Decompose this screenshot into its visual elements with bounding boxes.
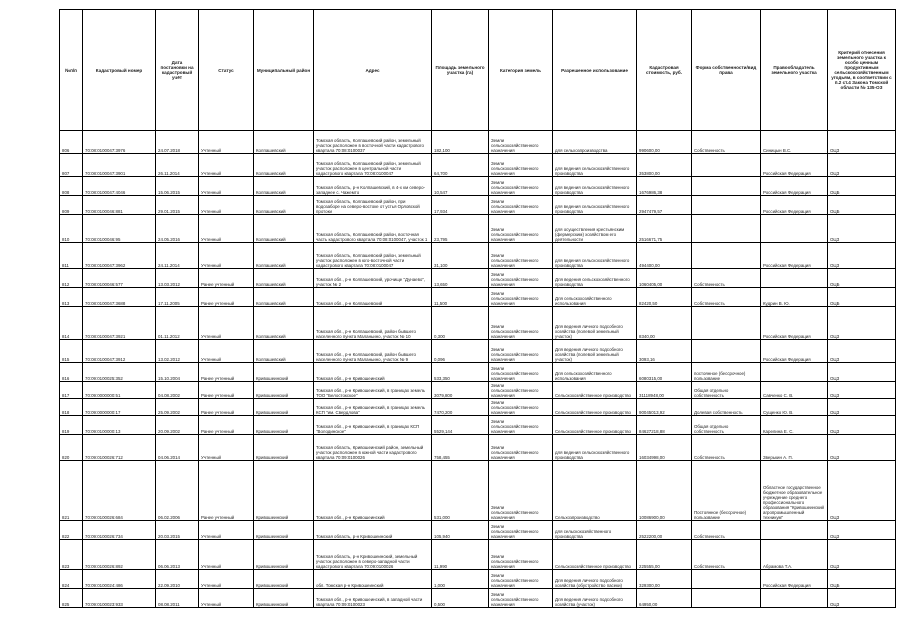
cell-address: Томская область, р-н Колпашевский, в 4-х км северо-западнее с. Чажемто (314, 177, 432, 196)
cell-owner: Синицын В.С. (761, 131, 828, 154)
cell-address: Томская область, Колпашевский район, восточная часть кадастрового квартала 70:08:0100047, участок 1 (314, 215, 432, 243)
cell-land-category: Земли сельскохозяйственного назначения (489, 269, 553, 288)
cell-cadastral-number: 70:09:0100026:684 (83, 461, 156, 521)
cell-cadastral-value: 6080315,00 (637, 363, 692, 382)
cell-area: 23,795 (432, 215, 489, 243)
cell-index: 813 (60, 288, 83, 307)
cell-criterion: ОЦЗ (828, 307, 896, 340)
cell-criterion: ОЦБ (828, 288, 896, 307)
cell-index: 822 (60, 521, 83, 540)
cell-land-category: Земли сельскохозяйственного назначения (489, 540, 553, 570)
cell-ownership-form: Собственность (692, 269, 761, 288)
cell-registration-date: 24.07.2018 (156, 131, 199, 154)
cell-district: Кривошеинский (254, 416, 314, 435)
cell-cadastral-value: 2947479,57 (637, 196, 692, 215)
cell-area: 7470,200 (432, 399, 489, 416)
table-row (60, 570, 896, 589)
cell-address: Томская обл., р-н Кривошеинский, в границах земель КСП "им. Свердлова" (314, 399, 432, 416)
cell-address: Томская обл., р-н Кривошеинский, в границах КСП "Володинское" (314, 416, 432, 435)
cell-cadastral-value: 1060405,00 (637, 269, 692, 288)
cell-criterion: ОЦБ (828, 196, 896, 215)
cell-owner: Российская Федерация (761, 196, 828, 215)
cell-land-category: Земли сельскохозяйственного назначения (489, 177, 553, 196)
cell-area: 531,000 (432, 461, 489, 521)
cell-permitted-use: Сельхозпроизводство (553, 461, 637, 521)
cell-status: Учтенный (199, 570, 254, 589)
cell-cadastral-number: 70:09:0000000:17 (83, 399, 156, 416)
cell-permitted-use: Сельскохозяйственное производство (553, 416, 637, 435)
cell-permitted-use: Сельскохозяйственное производство (553, 540, 637, 570)
cell-owner: Карелина Е. С. (761, 416, 828, 435)
cell-owner: Российская Федерация (761, 243, 828, 269)
cell-registration-date: 08.08.2011 (156, 589, 199, 608)
cell-status: Ранее учтенный (199, 363, 254, 382)
cell-index: 824 (60, 570, 83, 589)
cell-district: Колпашевский (254, 196, 314, 215)
cell-index: 817 (60, 382, 83, 399)
cell-status: Учтенный (199, 154, 254, 177)
cell-owner (761, 363, 828, 382)
cell-owner (761, 589, 828, 608)
cell-registration-date: 15.06.2015 (156, 177, 199, 196)
cell-criterion: ОЦЗ (828, 382, 896, 399)
cell-index: 815 (60, 340, 83, 363)
cell-cadastral-number: 70:08:0100047:3688 (83, 288, 156, 307)
cell-address: Томская обл., р-н Кривошеинский (314, 461, 432, 521)
header-land-category: Категория земель (489, 10, 553, 131)
cell-land-category: Земли сельскохозяйственного назначения (489, 340, 553, 363)
cell-registration-date: 22.09.2010 (156, 570, 199, 589)
cell-index: 814 (60, 307, 83, 340)
cell-area: 3079,800 (432, 382, 489, 399)
cell-land-category: Земли сельскохозяйственного назначения (489, 435, 553, 461)
cell-registration-date: 15.10.2004 (156, 363, 199, 382)
cell-status: Ранее учтенный (199, 461, 254, 521)
cell-index: 809 (60, 196, 83, 215)
cell-area: 105,940 (432, 521, 489, 540)
cell-address: Томская область, р-н Кривошеинский (314, 521, 432, 540)
cell-index: 806 (60, 131, 83, 154)
cell-status: Ранее учтенный (199, 288, 254, 307)
cell-index: 812 (60, 269, 83, 288)
cell-status: Ранее учтенный (199, 269, 254, 288)
cell-status: Учтенный (199, 521, 254, 540)
cell-owner: Российская Федерация (761, 307, 828, 340)
cell-registration-date: 06.06.2013 (156, 540, 199, 570)
cell-criterion: ОЦЗ (828, 461, 896, 521)
cell-index: 808 (60, 177, 83, 196)
cell-ownership-form: Общая отдельно собственность (692, 382, 761, 399)
cell-land-category: Земли сельскохозяйственного назначения (489, 570, 553, 589)
cell-district: Колпашевский (254, 269, 314, 288)
cell-registration-date: 24.11.2014 (156, 243, 199, 269)
cell-registration-date: 06.02.2006 (156, 461, 199, 521)
cell-land-category: Земли сельскохозяйственного назначения (489, 154, 553, 177)
cell-index: 819 (60, 416, 83, 435)
cell-owner: Савченко С. В. (761, 382, 828, 399)
cell-permitted-use: Для ведения личного подсобного хозяйства (участок) (553, 589, 637, 608)
cell-land-category: Земли сельскохозяйственного назначения (489, 521, 553, 540)
cell-registration-date: 20.09.2002 (156, 416, 199, 435)
cell-criterion: ОЦБ (828, 177, 896, 196)
cell-area: 17,934 (432, 196, 489, 215)
cell-address: Томская область, Колпашевский район, земельный участок расположен в восточной части кадастрового квартала 70:08:0100037 (314, 131, 432, 154)
table-row (60, 382, 896, 399)
cell-ownership-form (692, 243, 761, 269)
cell-status: Учтенный (199, 307, 254, 340)
cell-status: Учтенный (199, 589, 254, 608)
cell-permitted-use: Сельскохозяйственное производство (553, 382, 637, 399)
table-row (60, 269, 896, 288)
cell-area: 13,650 (432, 269, 489, 288)
cell-cadastral-value: 2522200,00 (637, 521, 692, 540)
cell-cadastral-number: 70:08:0100047:3912 (83, 340, 156, 363)
cell-permitted-use: Для сельскохозяйственного использования (553, 363, 637, 382)
cell-permitted-use: для сельскохозяйственного производства (553, 521, 637, 540)
cell-registration-date: 13.03.2012 (156, 269, 199, 288)
cell-cadastral-number: 70:09:0100026:734 (83, 521, 156, 540)
cell-area: 533,350 (432, 363, 489, 382)
cell-land-category: Земли сельскохозяйственного назначения (489, 215, 553, 243)
cell-land-category: Земли сельскохозяйственного назначения (489, 131, 553, 154)
cell-ownership-form: Долевая собственность (692, 399, 761, 416)
cell-criterion: ОЦЗ (828, 154, 896, 177)
cell-owner: Зверькин А. П. (761, 435, 828, 461)
table-row (60, 154, 896, 177)
cell-cadastral-value: 8340,00 (637, 307, 692, 340)
cell-area: 1,000 (432, 570, 489, 589)
table-row (60, 540, 896, 570)
cell-status: Учтенный (199, 540, 254, 570)
cell-criterion: ОЦЗ (828, 340, 896, 363)
cell-area: 182,100 (432, 131, 489, 154)
cell-owner: Российская Федерация (761, 154, 828, 177)
cell-address: Томская обл., р-н Колпашевский, район бывшего населенного пункта Маланьино, участок № 10 (314, 307, 432, 340)
cell-permitted-use: Для ведения личного подсобного хозяйства (полевой земельный участок) (553, 340, 637, 363)
cell-criterion: ОЦБ (828, 570, 896, 589)
cell-criterion: ОЦЗ (828, 540, 896, 570)
table-row (60, 363, 896, 382)
cell-ownership-form: постоянное (бессрочное) пользование (692, 363, 761, 382)
cell-district: Кривошеинский (254, 589, 314, 608)
cell-permitted-use: Для ведения личного подсобного хозяйства (обустройство пасеки) (553, 570, 637, 589)
cell-area: 11,500 (432, 288, 489, 307)
header-status: Статус (199, 10, 254, 131)
cell-district: Кривошеинский (254, 570, 314, 589)
header-owner: Правообладатель земельного участка (761, 10, 828, 131)
cell-district: Колпашевский (254, 288, 314, 307)
cell-land-category: Земли сельскохозяйственного назначения (489, 196, 553, 215)
cell-address: Томская область, Кривошеинский район, земельный участок расположен в южной части кадастрового квартала 70:09:0100026 (314, 435, 432, 461)
cell-status: Ранее учтенный (199, 399, 254, 416)
cell-district: Колпашевский (254, 131, 314, 154)
cell-permitted-use: Сельскохозяйственное производство (553, 399, 637, 416)
table-row (60, 589, 896, 608)
cell-land-category: Земли сельскохозяйственного назначения (489, 416, 553, 435)
cell-area: 0,300 (432, 307, 489, 340)
cell-status: Учтенный (199, 177, 254, 196)
cell-index: 820 (60, 435, 83, 461)
table-row (60, 243, 896, 269)
cell-area: 10,547 (432, 177, 489, 196)
cell-status: Ранее учтенный (199, 416, 254, 435)
header-cadastral-value: Кадастровая стоимость, руб. (637, 10, 692, 131)
cell-area: 64,700 (432, 154, 489, 177)
cell-status: Учтенный (199, 243, 254, 269)
cell-owner: Кудрин В. Ю. (761, 288, 828, 307)
cell-district: Кривошеинский (254, 382, 314, 399)
cell-cadastral-value: 329300,00 (637, 570, 692, 589)
cell-cadastral-value: 84627218,88 (637, 416, 692, 435)
cell-index: 825 (60, 589, 83, 608)
cell-permitted-use: для ведения сельскохозяйственного производства (553, 177, 637, 196)
cell-district: Кривошеинский (254, 435, 314, 461)
table-row (60, 307, 896, 340)
header-area: Площадь земельного участка (га) (432, 10, 489, 131)
cell-district: Кривошеинский (254, 540, 314, 570)
cell-ownership-form: Постоянное (бессрочное) пользование (692, 461, 761, 521)
cell-address: Томская обл., р-н Кривошеинский (314, 363, 432, 382)
cell-index: 816 (60, 363, 83, 382)
cell-registration-date: 24.05.2016 (156, 215, 199, 243)
cell-address: Томская обл., р-н Кривошеинский, в границах земель ТОО "Белостокское" (314, 382, 432, 399)
cell-status: Учтенный (199, 340, 254, 363)
cell-registration-date: 29.01.2015 (156, 196, 199, 215)
cell-criterion: ОЦЗ (828, 243, 896, 269)
cell-criterion: ОЦЗ (828, 521, 896, 540)
cell-status: Учтенный (199, 215, 254, 243)
cell-cadastral-value: 16034998,00 (637, 435, 692, 461)
cell-registration-date: 13.02.2012 (156, 340, 199, 363)
cell-cadastral-value: 64950,00 (637, 589, 692, 608)
cell-cadastral-value: 2516671,75 (637, 215, 692, 243)
table-row (60, 340, 896, 363)
cell-index: 810 (60, 215, 83, 243)
cell-permitted-use: Для ведения личного подсобного хозяйства (полевой земельный участок) (553, 307, 637, 340)
header-row (60, 10, 896, 131)
cell-cadastral-number: 70:09:0100023:933 (83, 589, 156, 608)
cell-criterion: ОЦЗ (828, 215, 896, 243)
cell-index: 818 (60, 399, 83, 416)
cell-cadastral-number: 70:08:0100046:577 (83, 269, 156, 288)
cell-district: Колпашевский (254, 177, 314, 196)
header-index: №п/п (60, 10, 83, 131)
cell-cadastral-value: 10086900,00 (637, 461, 692, 521)
cell-cadastral-number: 70:08:0100047:4046 (83, 177, 156, 196)
header-criterion: Критерий отнесения земельного участка к особо ценным продуктивным сельскохозяйственным угодьям, в соответствии с п.2 ст.4 Закона Томской области № 135-ОЗ (828, 10, 896, 131)
header-registration-date: Дата постановки на кадастровый учёт (156, 10, 199, 131)
table-row (60, 177, 896, 196)
cell-ownership-form: Собственность (692, 288, 761, 307)
cell-registration-date: 25.09.2002 (156, 399, 199, 416)
cell-address: Томская область, р-н Кривошеинский, земельный участок расположен в северо-западной части кадастрового квартала 70:09:0100026 (314, 540, 432, 570)
cell-status: Учтенный (199, 131, 254, 154)
cell-land-category: Земли сельскохозяйственного назначения (489, 243, 553, 269)
cell-area: 0,500 (432, 589, 489, 608)
cell-ownership-form (692, 215, 761, 243)
cell-permitted-use: для сельхозпроизводства (553, 131, 637, 154)
cell-cadastral-value: 31118948,00 (637, 382, 692, 399)
cell-ownership-form: Собственность (692, 540, 761, 570)
cell-address: Томская обл., р-н Колпашевский (314, 288, 432, 307)
cell-district: Колпашевский (254, 154, 314, 177)
cell-permitted-use: для осуществления крестьянским (фермерским) хозяйством его деятельности (553, 215, 637, 243)
cell-registration-date: 20.03.2015 (156, 521, 199, 540)
cell-permitted-use: для ведения сельскохозяйственного производства (553, 243, 637, 269)
cell-cadastral-number: 70:08:0100047:3976 (83, 131, 156, 154)
cell-cadastral-number: 70:09:0100026:712 (83, 435, 156, 461)
table-row (60, 288, 896, 307)
cell-owner: Областное государственное бюджетное образовательное учреждение среднего профессионального образования "Кривошеинский агропромышленный техникум" (761, 461, 828, 521)
cell-district: Кривошеинский (254, 521, 314, 540)
cell-district: Колпашевский (254, 243, 314, 269)
cell-criterion: ОЦЗ (828, 435, 896, 461)
cell-ownership-form (692, 570, 761, 589)
cell-district: Кривошеинский (254, 461, 314, 521)
cell-ownership-form (692, 154, 761, 177)
table-body (60, 131, 896, 608)
cell-criterion: ОЦЗ (828, 416, 896, 435)
cell-criterion: ОЦЗ (828, 363, 896, 382)
header-cadastral-number: Кадастровый номер (83, 10, 156, 131)
cell-area: 11,990 (432, 540, 489, 570)
cell-cadastral-number: 70:09:0100026:892 (83, 540, 156, 570)
cell-registration-date: 26.11.2014 (156, 154, 199, 177)
land-registry-table (59, 9, 896, 608)
cell-cadastral-value: 494400,00 (637, 243, 692, 269)
table-row (60, 196, 896, 215)
cell-cadastral-number: 70:09:0100000:13 (83, 416, 156, 435)
cell-land-category: Земли сельскохозяйственного назначения (489, 461, 553, 521)
cell-owner (761, 269, 828, 288)
cell-ownership-form: Общая отдельно собственность (692, 416, 761, 435)
cell-cadastral-value: 82420,50 (637, 288, 692, 307)
cell-address: Томская обл., р-н Колпашевский, урочище "Дунаево", участок № 2 (314, 269, 432, 288)
cell-ownership-form (692, 340, 761, 363)
cell-criterion: ОЦЗ (828, 589, 896, 608)
cell-address: Томская обл., р-н Колпашевский, район бывшего населенного пункта Маланьино, участок № 9 (314, 340, 432, 363)
cell-address: Томская область, Колпашевский район, при водозаборе на северо-востоке от устья Орловской протоки (314, 196, 432, 215)
cell-district: Кривошеинский (254, 399, 314, 416)
cell-district: Колпашевский (254, 215, 314, 243)
cell-owner: Российская Федерация (761, 177, 828, 196)
cell-land-category: Земли сельскохозяйственного назначения (489, 399, 553, 416)
cell-owner: Российская Федерация (761, 340, 828, 363)
cell-ownership-form (692, 589, 761, 608)
cell-cadastral-value: 353800,00 (637, 154, 692, 177)
cell-criterion: ОЦЗ (828, 131, 896, 154)
cell-cadastral-number: 70:09:0100024:486 (83, 570, 156, 589)
cell-owner (761, 215, 828, 243)
cell-land-category: Земли сельскохозяйственного назначения (489, 589, 553, 608)
cell-area: 5529,144 (432, 416, 489, 435)
cell-address: Томская область, Колпашевский район, земельный участок расположен в центральной части кадастрового квартала 70:08:0100047 (314, 154, 432, 177)
cell-district: Колпашевский (254, 340, 314, 363)
cell-cadastral-value: 1676986,38 (637, 177, 692, 196)
cell-index: 807 (60, 154, 83, 177)
header-district: Муниципальный район (254, 10, 314, 131)
cell-cadastral-value: 225555,00 (637, 540, 692, 570)
cell-criterion: ОЦБ (828, 269, 896, 288)
cell-cadastral-value: 90045013,92 (637, 399, 692, 416)
cell-cadastral-number: 70:08:0100046:881 (83, 196, 156, 215)
cell-ownership-form: Собственность (692, 131, 761, 154)
cell-address: обл. Томская р-н Кривошеинский (314, 570, 432, 589)
cell-cadastral-number: 70:08:0100047:3901 (83, 154, 156, 177)
cell-owner: Абрамова Т.А. (761, 540, 828, 570)
cell-status: Ранее учтенный (199, 382, 254, 399)
cell-ownership-form (692, 177, 761, 196)
header-ownership-form: Форма собственности/вид права (692, 10, 761, 131)
table-row (60, 416, 896, 435)
cell-ownership-form (692, 196, 761, 215)
cell-cadastral-number: 70:09:0000000:51 (83, 382, 156, 399)
cell-cadastral-number: 70:08:0100047:3921 (83, 307, 156, 340)
cell-registration-date: 17.11.2005 (156, 288, 199, 307)
table-row (60, 461, 896, 521)
cell-area: 0,096 (432, 340, 489, 363)
cell-index: 823 (60, 540, 83, 570)
header-permitted-use: Разрешенное использование (553, 10, 637, 131)
cell-cadastral-value: 990600,00 (637, 131, 692, 154)
header-address: Адрес (314, 10, 432, 131)
cell-address: Томская обл., р-н Кривошеинский, в западной части квартала 70:09:0100023 (314, 589, 432, 608)
cell-status: Учтенный (199, 435, 254, 461)
cell-permitted-use: для ведения сельскохозяйственного производства (553, 435, 637, 461)
cell-owner (761, 521, 828, 540)
cell-cadastral-number: 70:09:0100025:352 (83, 363, 156, 382)
cell-index: 811 (60, 243, 83, 269)
cell-registration-date: 01.11.2012 (156, 307, 199, 340)
cell-district: Колпашевский (254, 307, 314, 340)
table-row (60, 215, 896, 243)
cell-land-category: Земли сельскохозяйственного назначения (489, 363, 553, 382)
cell-permitted-use: Для ведения сельскохозяйственного производства (553, 269, 637, 288)
cell-owner: Российская Федерация (761, 570, 828, 589)
cell-ownership-form: Собственность (692, 521, 761, 540)
cell-area: 758,455 (432, 435, 489, 461)
cell-registration-date: 04.06.2014 (156, 435, 199, 461)
cell-address: Томская область, Колпашевский район, земельный участок расположен в юго-восточной части кадастрового квартала 70:08:0100047 (314, 243, 432, 269)
cell-index: 821 (60, 461, 83, 521)
cell-permitted-use: для ведения сельскохозяйственного производства (553, 196, 637, 215)
cell-cadastral-number: 70:08:0100047:3962 (83, 243, 156, 269)
cell-permitted-use: Для сельскохозяйственного использования (553, 288, 637, 307)
cell-owner: Сущенко Ю. В. (761, 399, 828, 416)
cell-ownership-form: Собственность (692, 435, 761, 461)
cell-cadastral-value: 3093,16 (637, 340, 692, 363)
table-row (60, 435, 896, 461)
cell-cadastral-number: 70:08:0100046:95 (83, 215, 156, 243)
cell-registration-date: 04.08.2002 (156, 382, 199, 399)
cell-criterion: ОЦЗ (828, 399, 896, 416)
cell-area: 31,100 (432, 243, 489, 269)
table-row (60, 399, 896, 416)
table-row (60, 521, 896, 540)
table-row (60, 131, 896, 154)
cell-ownership-form (692, 307, 761, 340)
cell-land-category: Земли сельскохозяйственного назначения (489, 382, 553, 399)
cell-land-category: Земли сельскохозяйственного назначения (489, 307, 553, 340)
cell-status: Учтенный (199, 196, 254, 215)
cell-land-category: Земли сельскохозяйственного назначения (489, 288, 553, 307)
cell-district: Кривошеинский (254, 363, 314, 382)
cell-permitted-use: для ведения сельскохозяйственного производства (553, 154, 637, 177)
